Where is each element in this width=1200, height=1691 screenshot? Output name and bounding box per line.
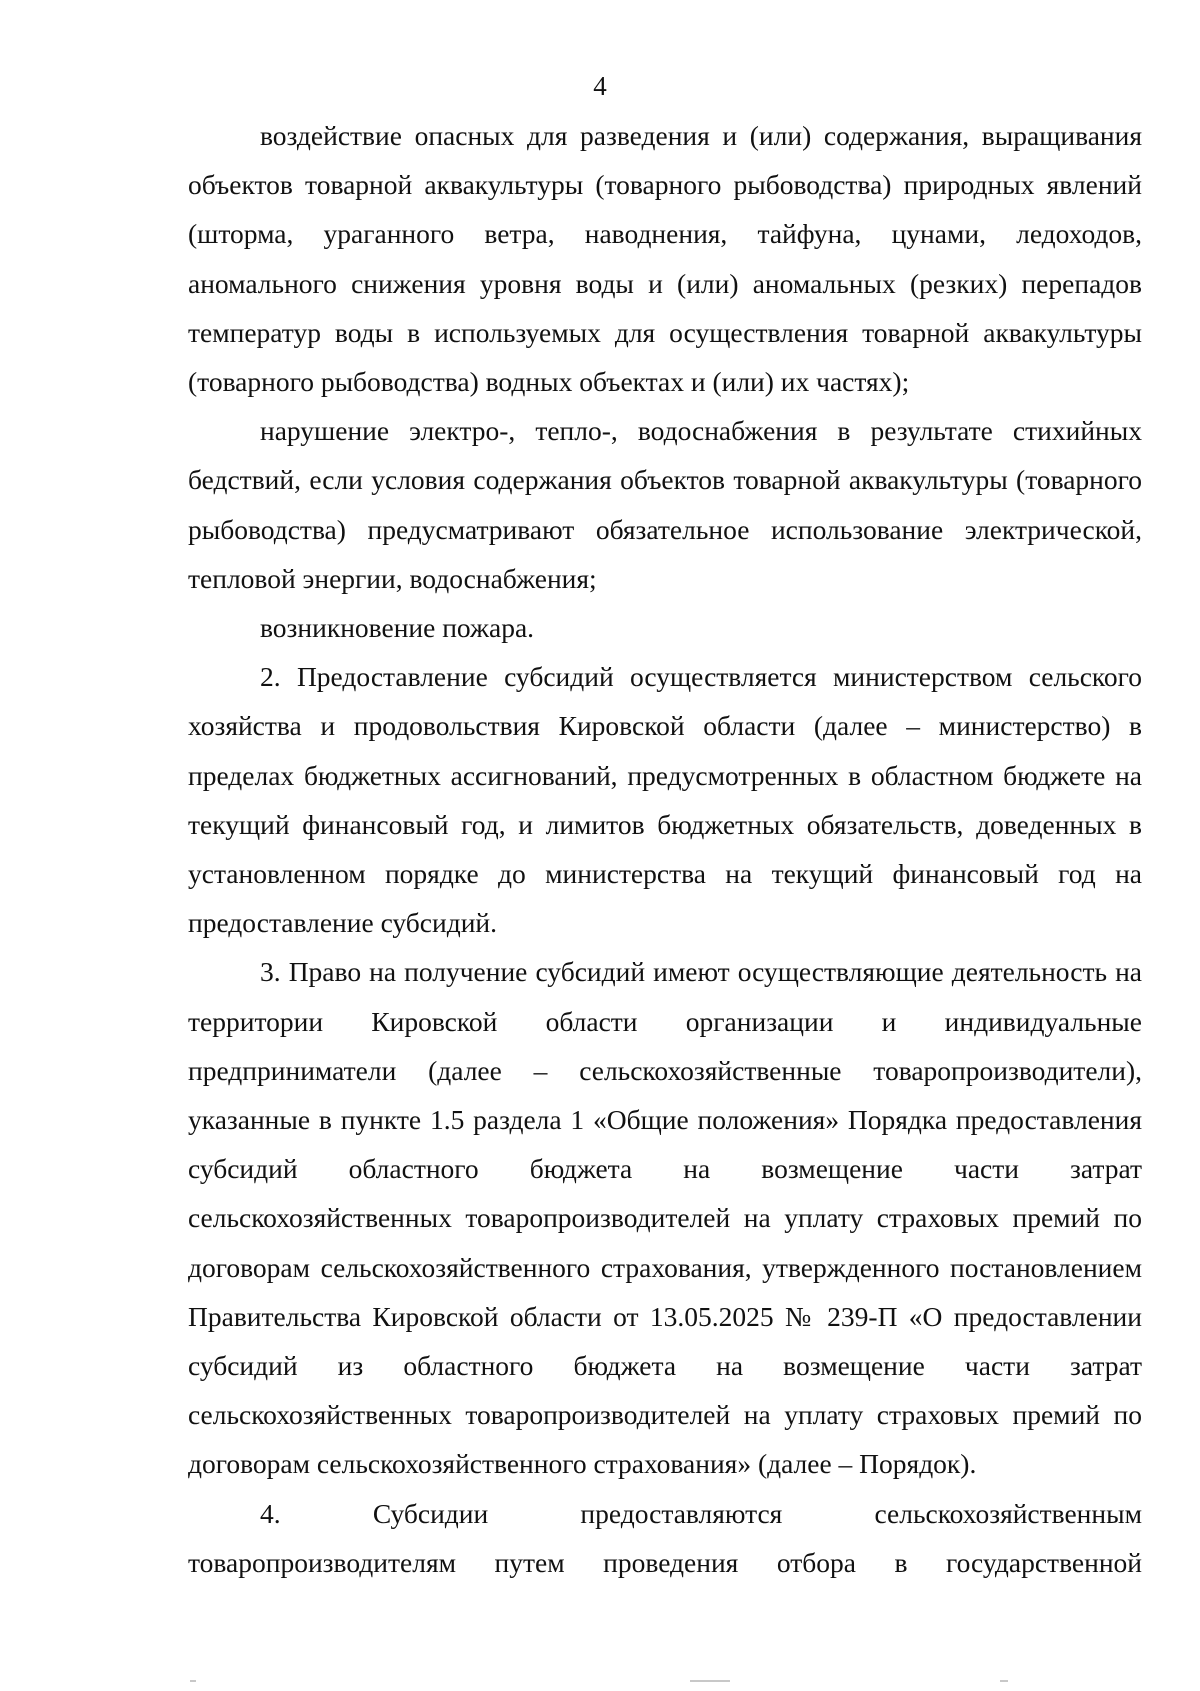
paragraph-clause-2: 2. Предоставление субсидий осуществляется министерством сельского хозяйства и продовольствия Кировской области (далее – министерство) в пределах бюджетных ассигнований, предусмотренных в областном бюджете на текущий финансовый год, и лимитов бюджетных обязательств, доведенных в установленном порядке до министерства на текущий финансовый год на предоставление субсидий. — [188, 661, 1142, 939]
document-body — [188, 111, 1142, 1587]
paragraph-clause-4: 4. Субсидии предоставляются сельскохозяйственным товаропроизводителям путем проведения отбора в государственной — [188, 1497, 1142, 1578]
paragraph-fire: возникновение пожара. — [260, 612, 535, 644]
scan-artifact — [690, 1680, 730, 1682]
paragraph-clause-3: 3. Право на получение субсидий имеют осуществляющие деятельность на территории Кировской области организации и индивидуальные предприниматели (далее – сельскохозяйственные товаропроизводители), указанные в пункте 1.5 раздела 1 «Общие положения» Порядка предоставления субсидий областного бюджета на возмещение части затрат сельскохозяйственных товаропроизводителей на уплату страховых премий по договорам сельскохозяйственного страхования, утвержденного постановлением Правительства Кировской области от 13.05.2025 № 239-П «О предоставлении субсидий из областного бюджета на возмещение части затрат сельскохозяйственных товаропроизводителей на уплату страховых премий по договорам сельскохозяйственного страхования» (далее – Порядок). — [188, 956, 1142, 1480]
paragraph-natural-hazards: воздействие опасных для разведения и (или) содержания, выращивания объектов товарной аквакультуры (товарного рыбоводства) природных явлений (шторма, ураганного ветра, наводнения, тайфуна, цунами, ледоходов, аномального снижения уровня воды и (или) аномальных (резких) перепадов температур воды в используемых для осуществления товарной аквакультуры (товарного рыбоводства) водных объектах и (или) их частях); — [188, 120, 1142, 398]
scan-artifact — [1000, 1680, 1008, 1682]
paragraph-utility-failure: нарушение электро-, тепло-, водоснабжения в результате стихийных бедствий, если условия содержания объектов товарной аквакультуры (товарного рыбоводства) предусматривают обязательное использование электрической, тепловой энергии, водоснабжения; — [188, 415, 1142, 594]
page-number: 4 — [593, 71, 607, 101]
scan-artifact — [190, 1680, 196, 1682]
